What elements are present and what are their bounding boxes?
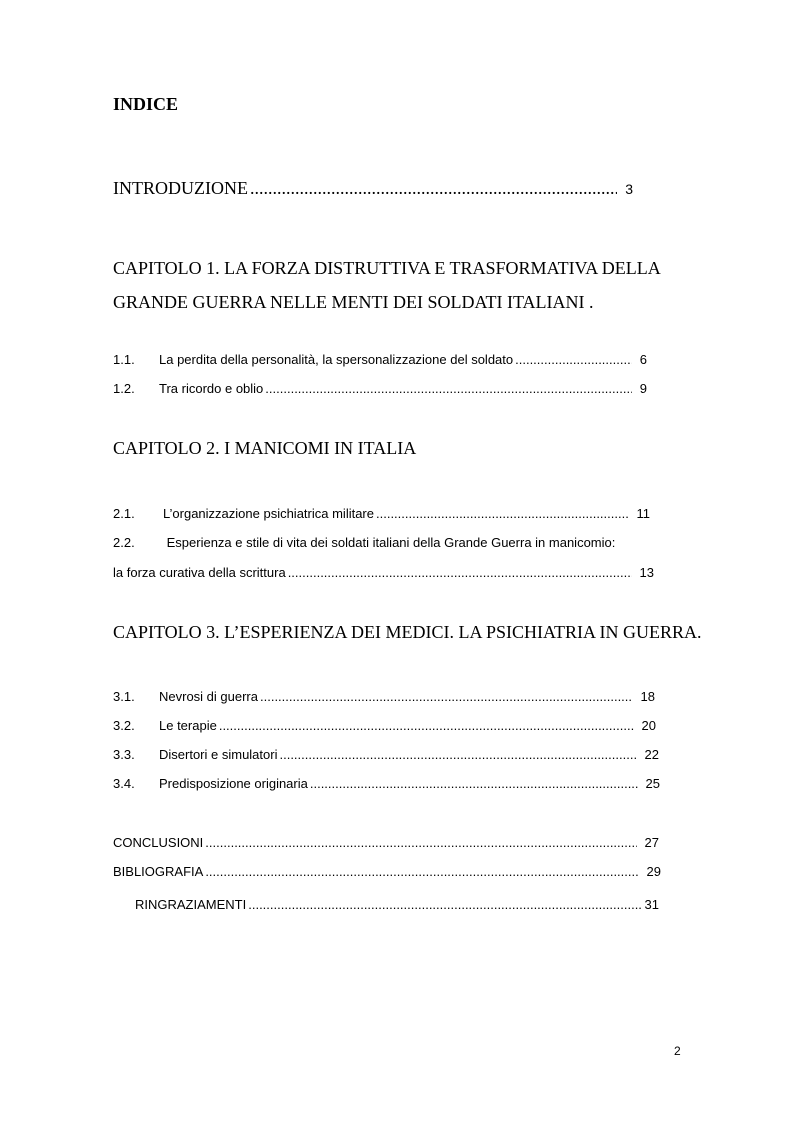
dot-leader [376,506,629,521]
chapter-1-heading-line1: CAPITOLO 1. LA FORZA DISTRUTTIVA E TRASFORMATIVA DELLA [113,258,661,278]
section-page: 11 [636,506,650,521]
section-number: 3.3. [113,747,135,762]
section-label: Tra ricordo e oblio [159,381,264,396]
section-page: 20 [641,718,656,733]
chapter-2-heading: CAPITOLO 2. I MANICOMI IN ITALIA [113,438,417,458]
dot-leader [205,835,636,850]
toc-entry-ringraziamenti [135,897,659,912]
dot-leader [250,178,617,199]
index-title: INDICE [113,94,179,114]
section-page: 25 [645,776,660,791]
section-label: Predisposizione originaria [159,776,308,791]
dot-leader [288,565,632,580]
toc-section-2-2-line1 [113,535,615,550]
chapter-1-heading-line2: GRANDE GUERRA NELLE MENTI DEI SOLDATI ITALIANI . [113,292,594,312]
section-number: 3.2. [113,718,135,733]
toc-section-3-3 [113,747,659,762]
section-label: Le terapie [159,718,217,733]
toc-section-3-1 [113,689,655,704]
chapter-3-heading: CAPITOLO 3. L’ESPERIENZA DEI MEDICI. LA PSICHIATRIA IN GUERRA. [113,622,702,642]
section-page: 9 [639,381,647,396]
toc-entry-page: 29 [646,864,661,879]
dot-leader [205,864,638,879]
dot-leader [248,897,642,912]
section-number: 2.1. [113,506,135,521]
toc-entry-page: 27 [644,835,659,850]
toc-entry-conclusioni [113,835,659,850]
section-number: 1.2. [113,381,135,396]
dot-leader [219,718,634,733]
section-label: Esperienza e stile di vita dei soldati italiani della Grande Guerra in manicomio: [166,535,616,550]
section-page: 22 [644,747,659,762]
dot-leader [310,776,638,791]
toc-entry-page: 3 [625,181,633,197]
toc-section-1-2 [113,381,647,396]
toc-entry-label: BIBLIOGRAFIA [113,864,204,879]
section-label: La perdita della personalità, la spersonalizzazione del soldato [159,352,514,367]
dot-leader [265,381,631,396]
toc-section-3-4 [113,776,660,791]
toc-entry-bibliografia [113,864,661,879]
toc-entry-label: CONCLUSIONI [113,835,204,850]
toc-entry-introduction [113,178,633,199]
section-page: 6 [639,352,647,367]
section-number: 3.1. [113,689,135,704]
section-label: Disertori e simulatori [159,747,278,762]
section-label: L’organizzazione psichiatrica militare [163,506,374,521]
section-number: 3.4. [113,776,135,791]
toc-section-2-2-line2 [113,565,654,580]
toc-section-3-2 [113,718,656,733]
toc-section-2-1 [113,506,650,521]
toc-entry-label: RINGRAZIAMENTI [135,897,247,912]
section-label: Nevrosi di guerra [159,689,258,704]
section-page: 18 [640,689,655,704]
toc-entry-label: INTRODUZIONE [113,178,248,198]
dot-leader [260,689,633,704]
section-page: 13 [639,565,654,580]
toc-section-1-1 [113,352,647,367]
section-number: 1.1. [113,352,135,367]
dot-leader [279,747,636,762]
toc-entry-page: 31 [644,897,659,912]
page-number: 2 [674,1044,681,1058]
section-number: 2.2. [113,535,135,550]
section-label-continued: la forza curativa della scrittura [113,565,286,580]
dot-leader [515,352,632,367]
